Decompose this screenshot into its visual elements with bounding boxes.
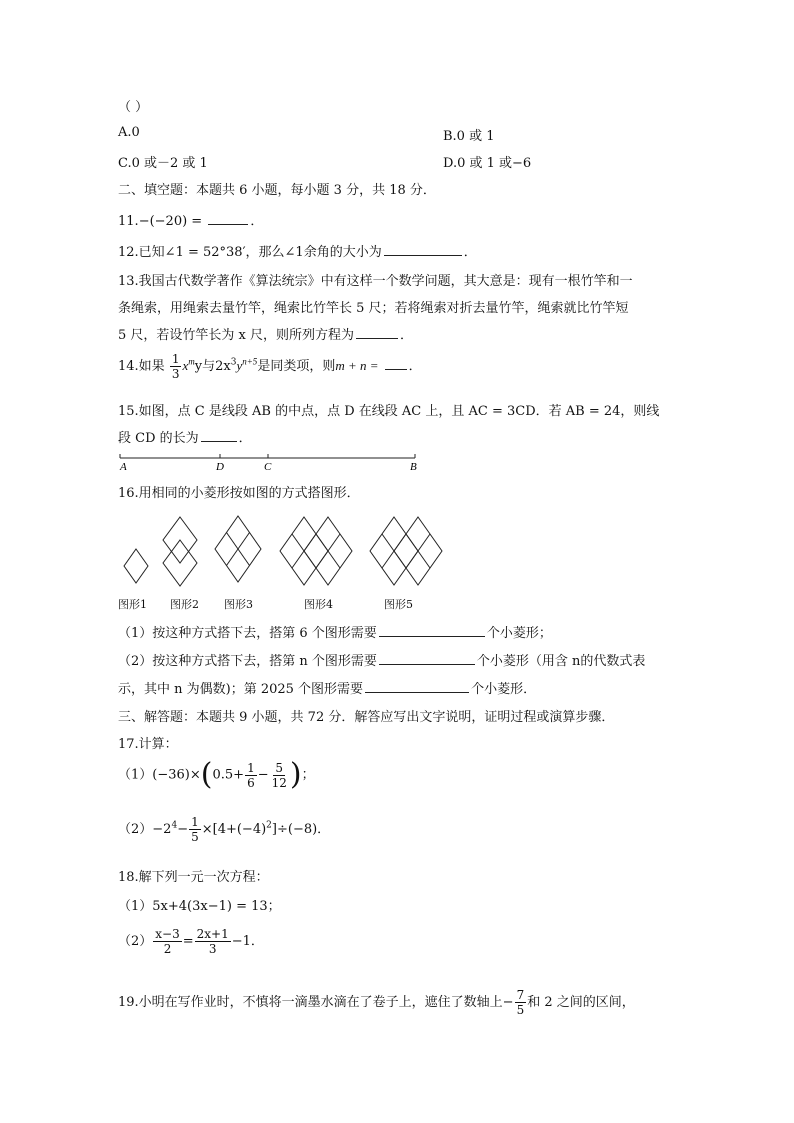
q19-frac-den: 5: [516, 1003, 525, 1017]
q14-answer-blank[interactable]: [385, 357, 407, 370]
section-2-heading: 二、填空题：本题共 6 小题，每小题 3 分，共 18 分．: [118, 183, 436, 198]
q17-part1: [118, 757, 315, 792]
q18-frac2-num: 2x+1: [196, 927, 229, 941]
label-c: C: [264, 461, 272, 473]
q13-line2: 条绳索，用绳索去量竹竿，绳索比竹竿长 5 尺；若将绳索对折去量竹竿，绳索就比竹竿短: [118, 301, 629, 316]
q18-frac1-den: 2: [163, 942, 172, 956]
q17-p2-frac-num: 1: [191, 815, 199, 829]
option-a: A.0: [118, 125, 140, 140]
q14-end: ．: [408, 359, 422, 374]
right-paren: ): [289, 757, 302, 792]
q11-num: 11.: [118, 214, 139, 229]
option-c: C.0 或－2 或 1: [118, 156, 208, 171]
q17-title: 17.计算：: [118, 737, 178, 752]
q16-p1-end: 个小菱形；: [486, 626, 552, 641]
q16-p1-text: （1）按这种方式搭下去，搭第 6 个图形需要: [118, 626, 377, 641]
q17-p1-label: （1）: [118, 767, 153, 783]
q17-frac1-den: 6: [247, 775, 255, 790]
q16-p3-blank[interactable]: [365, 680, 469, 693]
option-b: B.0 或 1: [443, 129, 495, 144]
question-15-line2: [118, 427, 252, 446]
q13-line3: 5 尺，若设竹竿长为 x 尺，则所列方程为: [118, 328, 354, 343]
question-13-line3: [118, 324, 413, 343]
q14-y: y: [236, 358, 243, 373]
left-paren: (: [200, 757, 213, 792]
q12-answer-blank[interactable]: [384, 243, 462, 256]
q14-2x: 2x: [215, 359, 231, 374]
caption-figure-4: 图形4: [304, 598, 333, 611]
q18-frac1-num: x−3: [155, 927, 180, 941]
q16-p2-text: （2）按这种方式搭下去，搭第 n 个图形需要: [118, 654, 377, 669]
q19-post: 和 2 之间的区间，: [527, 995, 635, 1010]
q16-p3-end: 个小菱形．: [471, 682, 537, 697]
q18-frac2: [195, 927, 231, 956]
question-12: [118, 241, 477, 260]
q14-fraction: [170, 352, 182, 381]
q13-answer-blank[interactable]: [356, 326, 398, 339]
q14-frac-num: 1: [171, 352, 180, 366]
q17-part2: [118, 815, 330, 844]
q11-expr: −(−20) =: [138, 214, 203, 229]
q12-text: 12.已知∠1 = 52°38′，那么∠1余角的大小为: [118, 245, 382, 260]
question-11: [118, 210, 263, 229]
q18-title: 18.解下列一元一次方程：: [118, 870, 269, 885]
q15-line2: 段 CD 的长为: [118, 431, 199, 446]
q11-end: ．: [250, 214, 264, 229]
q14-sup-n5: n+5: [242, 356, 258, 367]
q17-frac2-num: 5: [275, 760, 284, 775]
q19-frac-num: 7: [516, 988, 525, 1002]
label-a: A: [120, 461, 127, 473]
caption-figure-3: 图形3: [224, 598, 253, 611]
q17-p1-b: 0.5+: [212, 767, 245, 783]
q14-mn: m + n =: [335, 358, 379, 373]
q17-p2-frac-den: 5: [191, 830, 199, 844]
q18-frac1: [153, 927, 181, 956]
q15-segment-figure: [110, 448, 430, 474]
q18-part1: （1）5x+4(3x−1) = 13；: [118, 899, 281, 914]
q18-frac2-den: 3: [208, 942, 217, 956]
q14-y-and: y与: [194, 359, 216, 374]
q17-frac1-num: 1: [247, 760, 255, 775]
q15-answer-blank[interactable]: [201, 429, 237, 442]
caption-figure-1: 图形1: [118, 598, 147, 611]
q17-p2-label: （2）: [118, 822, 153, 837]
q13-end: ．: [400, 328, 414, 343]
q13-line1: 13.我国古代数学著作《算法统宗》中有这样一个数学问题，其大意是：现有一根竹竿和一: [118, 274, 633, 289]
label-d: D: [216, 461, 224, 473]
q18-p2-end: −1．: [231, 934, 264, 949]
q14-x: x: [182, 358, 189, 373]
q14-sup-m: m: [188, 356, 195, 367]
rhombus: [124, 549, 148, 583]
q16-part3: [118, 678, 536, 697]
q17-frac1: [245, 761, 257, 790]
q17-p2-c: ×[4+(−4): [201, 822, 267, 837]
q17-p2-d: ]÷(−8)．: [271, 822, 331, 837]
q17-p1-minus: −: [257, 767, 269, 783]
q12-end: ．: [463, 245, 477, 260]
q16-part2: [118, 650, 645, 669]
q19-pre: 19.小明在写作业时，不慎将一滴墨水滴在了卷子上，遮住了数轴上−: [118, 995, 514, 1010]
q14-sup-3: 3: [230, 357, 237, 368]
q17-p2-frac: [189, 815, 201, 844]
q17-p1-end: ；: [301, 767, 315, 783]
q16-p1-blank[interactable]: [379, 624, 485, 637]
q17-p2-a: −2: [152, 822, 172, 837]
prev-question-paren: （ ）: [118, 100, 149, 115]
q17-p2-b: −: [177, 822, 189, 837]
q14-mid: 是同类项，则: [257, 359, 336, 374]
q15-end: ．: [238, 431, 252, 446]
q15-line1: 15.如图，点 C 是线段 AB 的中点，点 D 在线段 AC 上，且 AC = 3CD．若 AB = 24，则线: [118, 404, 660, 419]
q14-frac-den: 3: [171, 367, 180, 381]
q18-part2: [118, 927, 264, 956]
q14-pre: 14.如果: [118, 359, 165, 374]
q18-p2-label: （2）: [118, 934, 153, 949]
q16-p3-text: 示，其中 n 为偶数)；第 2025 个图形需要: [118, 682, 364, 697]
q16-rhombus-figures: [0, 505, 460, 595]
question-14: [118, 352, 422, 381]
q17-frac2-den: 12: [271, 775, 287, 790]
q17-p2-sup: 4: [171, 820, 178, 831]
q19-frac: [515, 988, 527, 1017]
q11-answer-blank[interactable]: [208, 212, 248, 225]
q16-p2-blank[interactable]: [379, 652, 475, 665]
q16-part1: [118, 622, 552, 641]
q17-p1-a: (−36)×: [152, 767, 201, 783]
label-b: B: [410, 461, 417, 473]
q16-p2-mid: 个小菱形（用含 n的代数式表: [476, 654, 646, 669]
q16-text: 16.用相同的小菱形按如图的方式搭图形．: [118, 486, 360, 501]
q18-eq: =: [182, 934, 194, 949]
caption-figure-2: 图形2: [170, 598, 199, 611]
q17-frac2: [270, 761, 289, 790]
section-3-heading: 三、解答题：本题共 9 小题，共 72 分．解答应写出文字说明，证明过程或演算步骤．: [118, 710, 615, 725]
caption-figure-5: 图形5: [384, 598, 413, 611]
question-19: [118, 988, 635, 1017]
q17-p2-sup2: 2: [266, 820, 272, 831]
option-d: D.0 或 1 或−6: [443, 156, 532, 171]
